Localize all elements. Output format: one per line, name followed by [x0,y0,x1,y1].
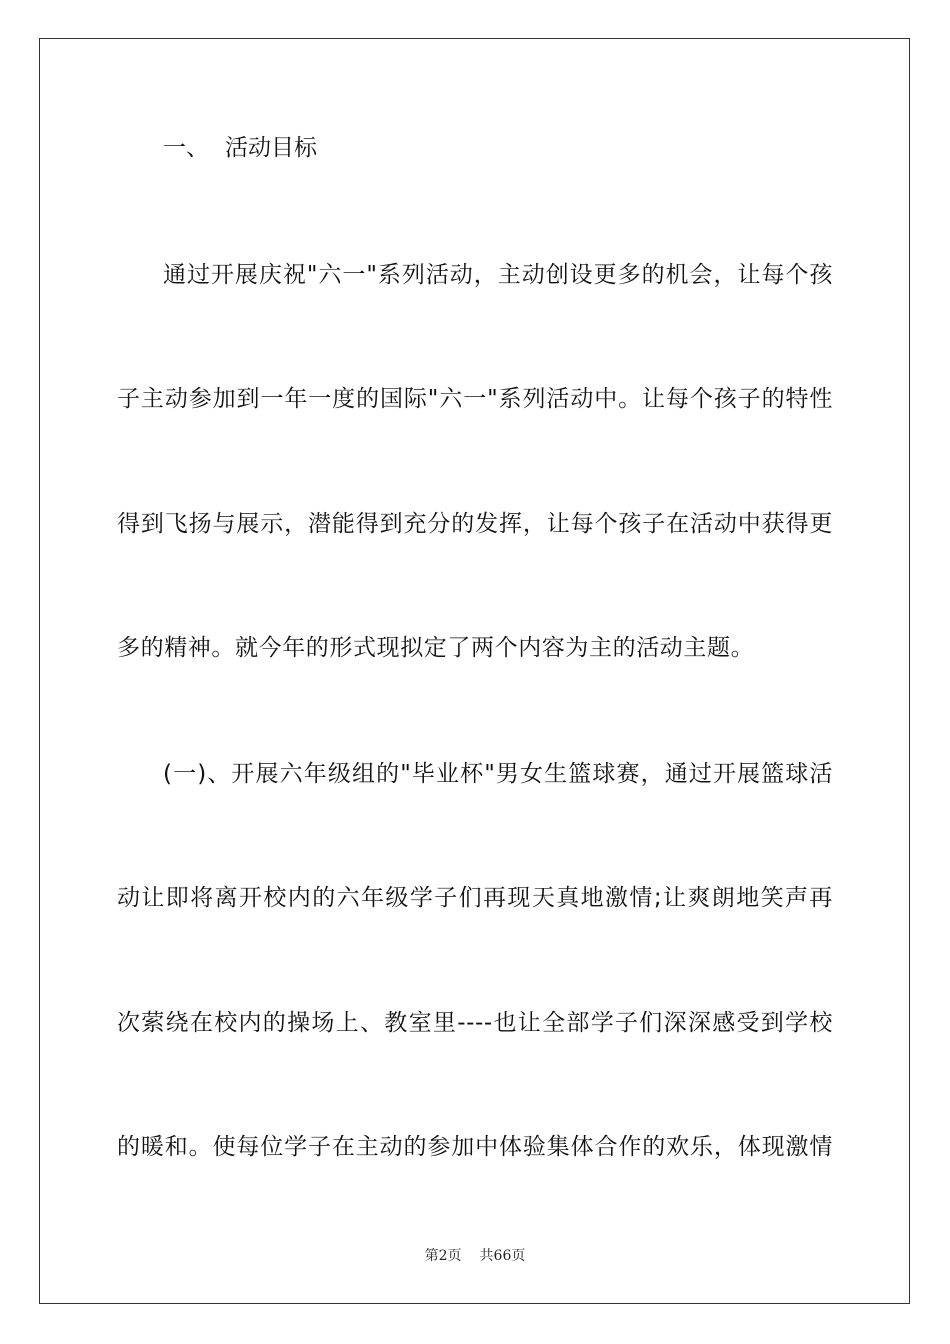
page-number: 第2页 [424,1248,462,1264]
section-title: 活动目标 [225,135,317,161]
paragraph-1-line-4: 多的精神。就今年的形式现拟定了两个内容为主的活动主题。 [117,635,755,661]
paragraph-1-line-3: 得到飞扬与展示，潜能得到充分的发挥，让每个孩子在活动中获得更 [117,511,833,537]
paragraph-2-line-1: (一)、开展六年级组的"毕业杯"男女生篮球赛，通过开展篮球活 [163,761,833,787]
paragraph-2-line-2: 动让即将离开校内的六年级学子们再现天真地激情;让爽朗地笑声再 [117,885,833,911]
page-border [39,38,910,1304]
section-heading [163,133,317,163]
paragraph-2-line-3: 次萦绕在校内的操场上、教室里----也让全部学子们深深感受到学校 [117,1010,833,1036]
page-total: 共66页 [479,1248,526,1264]
page-footer [0,1247,950,1265]
paragraph-1-line-1: 通过开展庆祝"六一"系列活动，主动创设更多的机会，让每个孩 [163,262,833,288]
section-number: 一、 [163,135,209,161]
paragraph-1-line-2: 子主动参加到一年一度的国际"六一"系列活动中。让每个孩子的特性 [117,386,833,412]
paragraph-2-line-4: 的暖和。使每位学子在主动的参加中体验集体合作的欢乐，体现激情 [117,1134,833,1160]
